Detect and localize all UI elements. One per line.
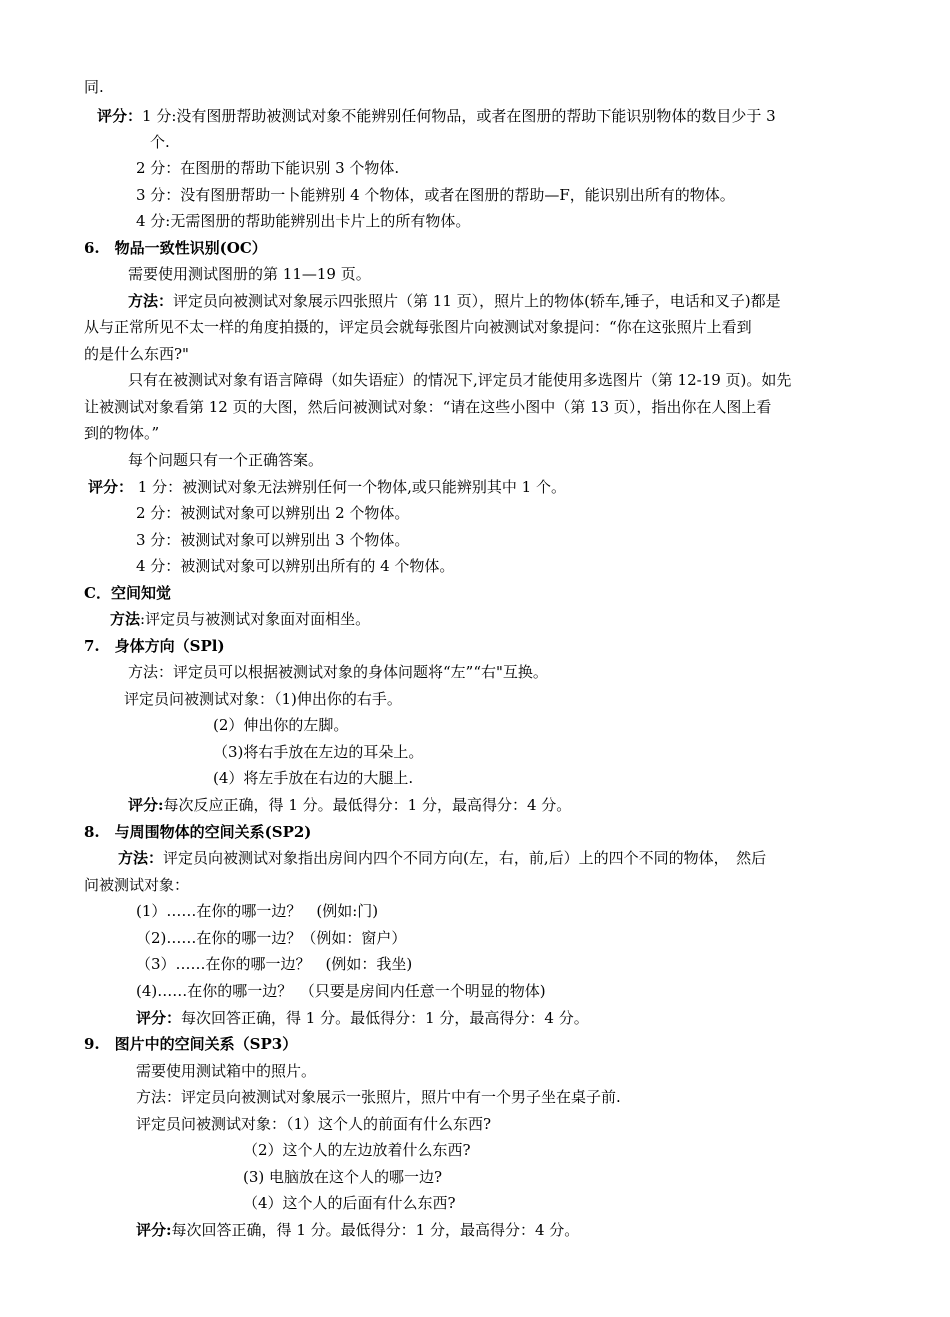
text-line: 问被测试对象： <box>84 876 190 894</box>
text-line: 2 分：被测试对象可以辨别出 2 个物体。 <box>136 504 410 522</box>
text-line: （3）……在你的哪一边？ (例如：我坐) <box>136 955 413 973</box>
text-line: 的是什么东西?" <box>84 345 189 363</box>
method-label: 方法 <box>110 610 141 628</box>
score-label: 评分： <box>97 107 143 125</box>
score-label: 评分: <box>128 796 164 814</box>
section-heading: C．空间知觉 <box>84 584 171 602</box>
text-line: 4 分：被测试对象可以辨别出所有的 4 个物体。 <box>136 557 455 575</box>
text-line: 方法：评定员向被测试对象展示一张照片，照片中有一个男子坐在桌子前. <box>136 1088 621 1106</box>
score-label: 评分: <box>136 1221 172 1239</box>
text-line: (4)……在你的哪一边？ （只要是房间内任意一个明显的物体) <box>136 982 546 1000</box>
text-line: 从与正常所见不太一样的角度拍摄的，评定员会就每张图片向被测试对象提问：“你在这张照片上看到 <box>84 318 752 336</box>
text-line: 每个问题只有一个正确答案。 <box>128 451 324 469</box>
text-line: （2)……在你的哪一边？（例如：窗户） <box>136 929 407 947</box>
text-line: 评分： 1 分：被测试对象无法辨别任何一个物体,或只能辨别其中 1 个。 <box>88 478 566 496</box>
score-label: 评分： <box>88 478 134 496</box>
text-line: 评分:每次反应正确，得 1 分。最低得分：1 分，最高得分：4 分。 <box>128 796 572 814</box>
text-line: (2）伸出你的左脚。 <box>213 716 349 734</box>
text-line: 需要使用测试箱中的照片。 <box>136 1062 317 1080</box>
text-line: (1）……在你的哪一边？ (例如:门) <box>136 902 379 920</box>
section-heading: 8. 与周围物体的空间关系(SP2) <box>84 823 312 841</box>
text-line: 方法:评定员与被测试对象面对面相坐。 <box>110 610 371 628</box>
text-line: （3)将右手放在左边的耳朵上。 <box>213 743 424 761</box>
text-line: 只有在被测试对象有语言障碍（如失语症）的情况下,评定员才能使用多选图片（第 12-19 页)。如先 <box>128 371 792 389</box>
text-line: 评分：1 分:没有图册帮助被测试对象不能辨别任何物品，或者在图册的帮助下能识别物体的数目少于 3 <box>97 107 776 125</box>
section-heading: 7. 身体方向（SPl) <box>84 637 225 655</box>
text-line: 方法：评定员可以根据被测试对象的身体问题将“左”“右"互换。 <box>128 663 548 681</box>
text-line: （2）这个人的左边放着什么东西? <box>243 1141 471 1159</box>
text-line: 个. <box>150 133 170 151</box>
section-heading: 6. 物品一致性识别(OC） <box>84 239 267 257</box>
text-line: 评定员问被测试对象：（1）这个人的前面有什么东西? <box>136 1115 492 1133</box>
score-label: 评分： <box>136 1009 182 1027</box>
text-line: (3) 电脑放在这个人的哪一边? <box>243 1168 443 1186</box>
text-line: 评定员问被测试对象：（1)伸出你的右手。 <box>124 690 402 708</box>
text-line: 让被测试对象看第 12 页的大图，然后问被测试对象：“请在这些小图中（第 13 页），指出你在人图上看 <box>84 398 772 416</box>
text-line: 4 分:无需图册的帮助能辨别出卡片上的所有物体。 <box>136 212 471 230</box>
text-line: 方法：评定员向被测试对象指出房间内四个不同方向(左，右，前,后）上的四个不同的物体， 然后 <box>118 849 767 867</box>
section-heading: 9. 图片中的空间关系（SP3） <box>84 1035 298 1053</box>
text-line: 2 分：在图册的帮助下能识别 3 个物体. <box>136 159 400 177</box>
text-line: （4）这个人的后面有什么东西? <box>243 1194 456 1212</box>
text-line: 同. <box>84 78 104 96</box>
text-line: 评分：每次回答正确，得 1 分。最低得分：1 分，最高得分：4 分。 <box>136 1009 589 1027</box>
text-line: 3 分：被测试对象可以辨别出 3 个物体。 <box>136 531 410 549</box>
method-label: 方法： <box>118 849 164 867</box>
method-label: 方法： <box>128 292 174 310</box>
text-line: 3 分：没有图册帮助一卜能辨别 4 个物体，或者在图册的帮助—F，能识别出所有的物体。 <box>136 186 735 204</box>
text-line: 评分:每次回答正确，得 1 分。最低得分：1 分，最高得分：4 分。 <box>136 1221 580 1239</box>
text-line: (4）将左手放在右边的大腿上. <box>213 769 414 787</box>
text-line: 需要使用测试图册的第 11—19 页。 <box>128 265 371 283</box>
text-line: 方法：评定员向被测试对象展示四张照片（第 11 页），照片上的物体(轿车,锤子，电话和叉子)都是 <box>128 292 781 310</box>
text-line: 到的物体。” <box>84 424 160 442</box>
